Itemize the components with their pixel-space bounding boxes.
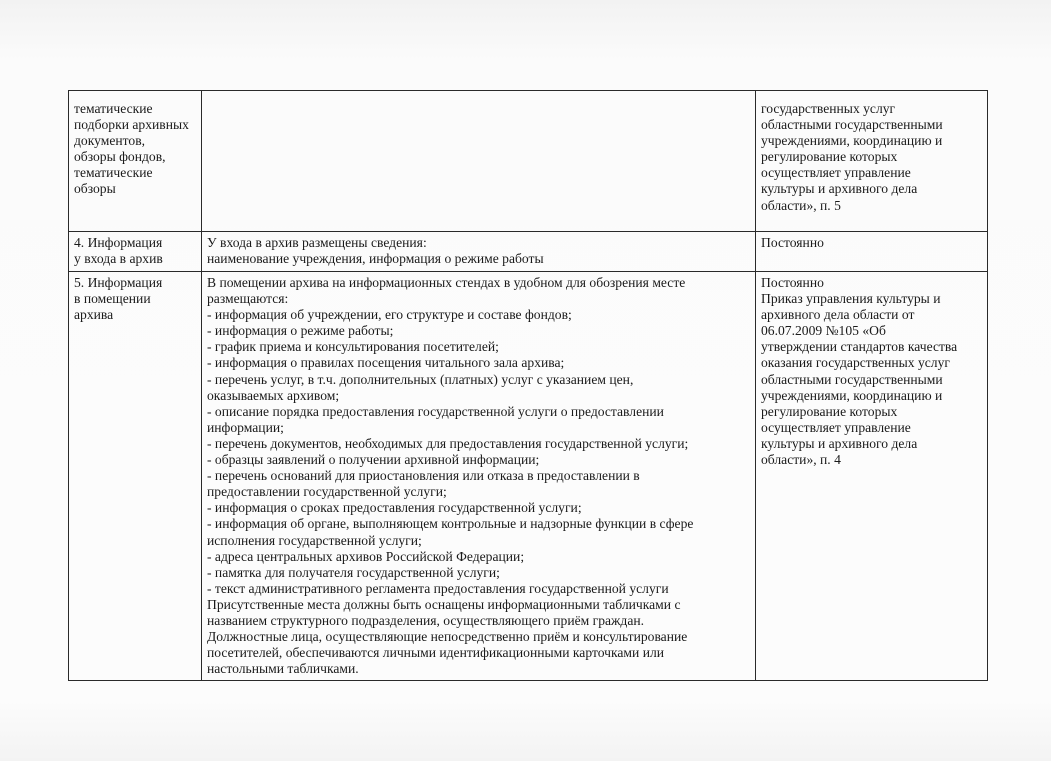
row-content-cell [202,232,756,272]
row-basis-cell [756,232,988,272]
text-line: архивного дела области от [761,307,915,323]
text-line: Приказ управления культуры и [761,291,941,307]
text-line: 4. Информация [74,235,163,250]
text-line: - перечень услуг, в т.ч. дополнительных (платных) услуг с указанием цен, [207,371,634,387]
text-line: подборки архивных [74,117,189,133]
text-line: архива [74,307,114,323]
text-line: регулирование которых [761,403,898,419]
text-line: тематические [74,165,153,181]
text-line: регулирование которых [761,149,898,165]
text-line: - перечень документов, необходимых для предоставления государственной услуги; [207,435,689,451]
text-line: осуществляет управление [761,419,911,435]
text-line: исполнения государственной услуги; [207,532,422,548]
text-line: утверждении стандартов качества [761,339,958,355]
text-line: обзоры фондов, [74,149,166,165]
row-content-cell [202,272,756,681]
text-line: области», п. 5 [761,197,841,213]
text-line: Постоянно [761,235,824,250]
row-title-cell [69,232,202,272]
text-line: - описание порядка предоставления государственной услуги о предоставлении [207,403,664,419]
text-line: - образцы заявлений о получении архивной информации; [207,452,540,468]
text-line: оказания государственных услуг [761,355,950,371]
table-row [69,232,988,272]
text-line: - информация об органе, выполняющем контрольные и надзорные функции в сфере [207,516,694,532]
row-basis-cell [756,272,988,681]
table-row [69,272,988,681]
text-line: информации; [207,419,284,435]
table-row [69,91,988,232]
text-line: 5. Информация [74,275,163,290]
text-line: культуры и архивного дела [761,435,918,451]
text-line: - перечень оснований для приостановления или отказа в предоставлении в [207,468,640,484]
text-line: у входа в архив [74,251,163,267]
text-line: У входа в архив размещены сведения: [207,235,427,250]
text-line: посетителей, обеспечиваются личными идентификационными карточками или [207,645,665,661]
row-title-cell [69,91,202,232]
text-line: тематические [74,101,153,116]
row-basis-cell [756,91,988,232]
text-line: наименование учреждения, информация о режиме работы [207,251,544,267]
document-table [68,90,988,681]
text-line: области», п. 4 [761,452,841,468]
text-line: учреждениями, координацию и [761,133,943,149]
text-line: предоставлении государственной услуги; [207,484,447,500]
text-line: в помещении [74,291,151,307]
text-line: - информация о режиме работы; [207,323,394,339]
text-line: - информация о правилах посещения читального зала архива; [207,355,565,371]
text-line: - текст административного регламента предоставления государственной услуги [207,580,669,596]
text-line: Присутственные места должны быть оснащены информационными табличками с [207,596,681,612]
text-line: - информация о сроках предоставления государственной услуги; [207,500,582,516]
text-line: 06.07.2009 №105 «Об [761,323,886,339]
text-line: документов, [74,133,146,149]
text-line: названием структурного подразделения, осуществляющего приём граждан. [207,612,645,628]
text-line: настольными табличками. [207,661,359,677]
row-title-cell [69,272,202,681]
text-line: учреждениями, координацию и [761,387,943,403]
text-line: Постоянно [761,275,824,290]
text-line: оказываемых архивом; [207,387,340,403]
text-line: областными государственными [761,371,943,387]
text-line: - памятка для получателя государственной услуги; [207,564,500,580]
text-line: областными государственными [761,117,943,133]
text-line: осуществляет управление [761,165,911,181]
text-line: размещаются: [207,291,289,307]
row-content-cell [202,91,756,232]
text-line: В помещении архива на информационных стендах в удобном для обозрения месте [207,275,686,290]
text-line: Должностные лица, осуществляющие непосредственно приём и консультирование [207,629,688,645]
text-line: - информация об учреждении, его структуре и составе фондов; [207,307,572,323]
text-line: государственных услуг [761,101,896,116]
text-line: - адреса центральных архивов Российской Федерации; [207,548,525,564]
text-line: культуры и архивного дела [761,181,918,197]
text-line: - график приема и консультирования посетителей; [207,339,499,355]
text-line: обзоры [74,181,116,197]
